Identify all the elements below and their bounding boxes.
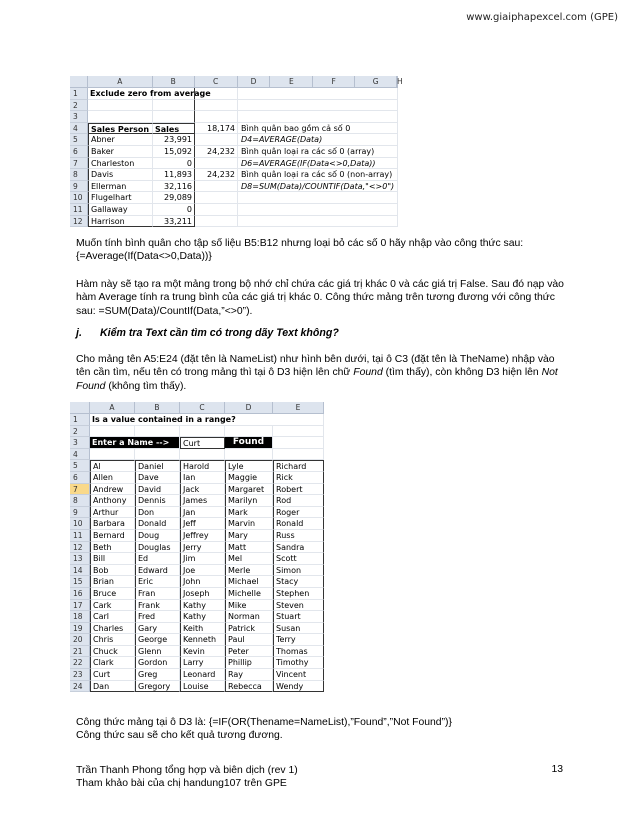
name-cell: Matt — [225, 542, 273, 554]
name-cell: Harold — [180, 460, 225, 472]
name-cell: Mel — [225, 553, 273, 565]
name-cell: Andrew — [90, 484, 135, 496]
footer-line: Trần Thanh Phong tổng hợp và biên dịch (rev 1) — [76, 765, 298, 776]
name-cell: Patrick — [225, 623, 273, 635]
col-header: B — [153, 76, 195, 87]
col-header: G — [355, 76, 397, 87]
cell — [90, 426, 135, 438]
row-header: 5 — [70, 460, 90, 472]
name-cell: Anthony — [90, 495, 135, 507]
name-cell: Ian — [180, 472, 225, 484]
name-cell: Russ — [273, 530, 324, 542]
row-header: 23 — [70, 669, 90, 681]
name-cell: Jeffrey — [180, 530, 225, 542]
cell-b — [153, 111, 195, 123]
name-cell: Larry — [180, 657, 225, 669]
name-cell: Gary — [135, 623, 180, 635]
row-header: 6 — [70, 146, 88, 158]
name-cell: Bill — [90, 553, 135, 565]
cell-d: 24,232 — [195, 169, 238, 181]
cell-d — [195, 88, 238, 100]
sheet-row — [70, 111, 398, 123]
namelist-row — [70, 623, 324, 635]
text-found: Found — [353, 367, 383, 379]
name-cell: Kenneth — [180, 634, 225, 646]
name-cell: Brian — [90, 576, 135, 588]
cell-e: Bình quân bao gồm cả số 0 — [238, 123, 398, 135]
namelist-row — [70, 681, 324, 693]
select-all-corner — [70, 76, 88, 87]
sheet-row — [70, 100, 398, 112]
namelist-row — [70, 553, 324, 565]
namelist-row — [70, 565, 324, 577]
name-cell: John — [180, 576, 225, 588]
name-cell: Glenn — [135, 646, 180, 658]
row-header: 8 — [70, 169, 88, 181]
namelist-row — [70, 530, 324, 542]
col-header: D — [238, 76, 271, 87]
name-cell: Jim — [180, 553, 225, 565]
sheet-row — [70, 181, 398, 193]
name-cell: Kathy — [180, 600, 225, 612]
name-cell: Terry — [273, 634, 324, 646]
cell-d — [195, 100, 238, 112]
cell-d — [195, 192, 238, 204]
name-cell: Frank — [135, 600, 180, 612]
row-header: 18 — [70, 611, 90, 623]
name-cell: Michael — [225, 576, 273, 588]
sheet-row — [70, 169, 398, 181]
sheet-row — [70, 158, 398, 170]
sheet-row — [70, 192, 398, 204]
excel-screenshot-average — [70, 76, 403, 227]
row-header: 7 — [70, 484, 90, 496]
section-title: Kiểm tra Text cần tìm có trong dãy Text không? — [100, 327, 339, 339]
row-header: 24 — [70, 681, 90, 693]
namelist-row — [70, 472, 324, 484]
name-cell: Leonard — [180, 669, 225, 681]
name-cell: Mary — [225, 530, 273, 542]
cell-a: Baker — [88, 146, 153, 158]
cell — [273, 426, 324, 438]
name-cell: Peter — [225, 646, 273, 658]
name-cell: Jeff — [180, 518, 225, 530]
name-cell: Kevin — [180, 646, 225, 658]
cell-e — [238, 88, 398, 100]
name-cell: David — [135, 484, 180, 496]
name-cell: Paul — [225, 634, 273, 646]
cell — [273, 437, 324, 449]
paragraph-average-explain: Hàm này sẽ tạo ra một mảng trong bộ nhớ chỉ chứa các giá trị khác 0 và các giá trị False. Sau đó nạp vào hàm Average tính ra trung bình của các giá trị khác 0. Công thức mảng trên tương đương với công thức sau: =SUM(Data)/CountIf(Data,”<>0”). — [76, 279, 564, 317]
row-header: 17 — [70, 600, 90, 612]
sheet-row — [70, 216, 398, 228]
cell-d — [195, 181, 238, 193]
namelist-row — [70, 611, 324, 623]
col-header: D — [225, 402, 273, 413]
row-header: 12 — [70, 542, 90, 554]
column-headers — [70, 402, 324, 414]
name-cell: Mike — [225, 600, 273, 612]
cell-e — [238, 216, 398, 228]
cell-d — [195, 158, 238, 170]
col-header: A — [88, 76, 153, 87]
name-cell: Jerry — [180, 542, 225, 554]
cell-e — [238, 100, 398, 112]
cell-a: Davis — [88, 169, 153, 181]
name-cell: Joseph — [180, 588, 225, 600]
row-header: 4 — [70, 123, 88, 135]
name-cell: Marvin — [225, 518, 273, 530]
cell-b: 0 — [153, 158, 195, 170]
section-label: j. — [76, 327, 82, 339]
name-cell: Maggie — [225, 472, 273, 484]
name-cell: James — [180, 495, 225, 507]
column-headers — [70, 76, 403, 88]
cell-e: D4=AVERAGE(Data) — [238, 134, 398, 146]
row-header: 10 — [70, 192, 88, 204]
cell-b: 33,211 — [153, 216, 195, 228]
cell-b — [153, 88, 195, 100]
page-number: 13 — [551, 764, 563, 775]
name-cell: Allen — [90, 472, 135, 484]
row-header: 9 — [70, 507, 90, 519]
name-cell: Jack — [180, 484, 225, 496]
name-cell: Joe — [180, 565, 225, 577]
col-header: E — [270, 76, 313, 87]
cell-d — [195, 134, 238, 146]
name-cell: Thomas — [273, 646, 324, 658]
namelist-row — [70, 518, 324, 530]
cell-d — [195, 111, 238, 123]
footer — [76, 764, 298, 791]
paragraph-namelist — [76, 353, 564, 393]
cell-b: 32,116 — [153, 181, 195, 193]
name-cell: Dan — [90, 681, 135, 693]
cell-b: Sales — [153, 123, 195, 135]
name-cell: Ray — [225, 669, 273, 681]
row-header: 7 — [70, 158, 88, 170]
sheet1-rows — [70, 88, 398, 227]
col-header: A — [90, 402, 135, 413]
cell — [273, 449, 324, 461]
cell-e — [238, 111, 398, 123]
row-header: 15 — [70, 576, 90, 588]
header-url: www.giaiphapexcel.com (GPE) — [466, 12, 618, 23]
select-all-corner — [70, 402, 90, 413]
cell-e: D8=SUM(Data)/COUNTIF(Data,"<>0") — [238, 181, 398, 193]
name-cell: Richard — [273, 460, 324, 472]
row-header: 9 — [70, 181, 88, 193]
name-cell: Marilyn — [225, 495, 273, 507]
cell-a: Exclude zero from average — [90, 89, 211, 98]
text-run: (tìm thấy), còn không D3 hiện lên — [382, 367, 542, 379]
row-header: 4 — [70, 449, 90, 461]
sheet-row — [70, 204, 398, 216]
sheet-row — [70, 123, 398, 135]
cell-d — [195, 216, 238, 228]
name-cell: Louise — [180, 681, 225, 693]
text-not-found: Not Found — [76, 367, 558, 392]
name-cell: Stuart — [273, 611, 324, 623]
sheet-row — [70, 134, 398, 146]
cell-a: Sales Person — [88, 123, 153, 135]
name-cell: Michelle — [225, 588, 273, 600]
name-cell: Stacy — [273, 576, 324, 588]
name-cell: Bernard — [90, 530, 135, 542]
namelist-rows — [70, 460, 324, 692]
col-header: E — [273, 402, 324, 413]
name-cell: Greg — [135, 669, 180, 681]
name-cell: Gregory — [135, 681, 180, 693]
cell — [135, 426, 180, 438]
name-cell: Donald — [135, 518, 180, 530]
cell — [90, 449, 135, 461]
sheet-row — [70, 146, 398, 158]
namelist-row — [70, 588, 324, 600]
cell-a — [88, 100, 153, 112]
name-cell: Sandra — [273, 542, 324, 554]
namelist-row — [70, 634, 324, 646]
name-cell: Rod — [273, 495, 324, 507]
section-heading — [76, 327, 339, 339]
cell-d: 24,232 — [195, 146, 238, 158]
name-cell: Vincent — [273, 669, 324, 681]
name-cell: Beth — [90, 542, 135, 554]
name-cell: George — [135, 634, 180, 646]
thename-cell: Curt — [180, 437, 225, 449]
paragraph-average-intro — [76, 237, 564, 264]
name-cell: Fran — [135, 588, 180, 600]
cell-e: D6=AVERAGE(IF(Data<>0,Data)) — [238, 158, 398, 170]
cell-e — [238, 204, 398, 216]
row-header: 11 — [70, 204, 88, 216]
name-cell: Kathy — [180, 611, 225, 623]
name-cell: Al — [90, 460, 135, 472]
row-header: 22 — [70, 657, 90, 669]
sheet-row — [70, 426, 324, 438]
sheet-title: Is a value contained in a range? — [90, 414, 324, 426]
namelist-row — [70, 507, 324, 519]
name-cell: Clark — [90, 657, 135, 669]
name-cell: Rebecca — [225, 681, 273, 693]
row-header: 13 — [70, 553, 90, 565]
cell — [180, 449, 225, 461]
cell-a — [88, 111, 153, 123]
name-cell: Arthur — [90, 507, 135, 519]
row-header: 1 — [70, 88, 88, 100]
row-header: 19 — [70, 623, 90, 635]
name-cell: Gordon — [135, 657, 180, 669]
name-cell: Robert — [273, 484, 324, 496]
name-cell: Bob — [90, 565, 135, 577]
name-cell: Lyle — [225, 460, 273, 472]
name-cell: Cark — [90, 600, 135, 612]
row-header: 2 — [70, 100, 88, 112]
row-header: 1 — [70, 414, 90, 426]
row-header: 16 — [70, 588, 90, 600]
namelist-row — [70, 542, 324, 554]
row-header: 11 — [70, 530, 90, 542]
row-header: 10 — [70, 518, 90, 530]
sheet-row — [70, 437, 324, 449]
name-cell: Douglas — [135, 542, 180, 554]
cell-b: 0 — [153, 204, 195, 216]
namelist-row — [70, 460, 324, 472]
name-cell: Dave — [135, 472, 180, 484]
name-cell: Charles — [90, 623, 135, 635]
namelist-row — [70, 657, 324, 669]
name-cell: Edward — [135, 565, 180, 577]
namelist-row — [70, 600, 324, 612]
name-cell: Chuck — [90, 646, 135, 658]
name-cell: Wendy — [273, 681, 324, 693]
row-header: 5 — [70, 134, 88, 146]
text-run: (không tìm thấy). — [105, 380, 187, 392]
cell-a: Ellerman — [88, 181, 153, 193]
row-header: 21 — [70, 646, 90, 658]
cell-e: Bình quân loại ra các số 0 (array) — [238, 146, 398, 158]
name-cell: Phillip — [225, 657, 273, 669]
cell-b: 23,991 — [153, 134, 195, 146]
name-cell: Barbara — [90, 518, 135, 530]
name-cell: Jan — [180, 507, 225, 519]
name-cell: Ed — [135, 553, 180, 565]
name-cell: Stephen — [273, 588, 324, 600]
name-cell: Simon — [273, 565, 324, 577]
footer-line: Tham khảo bài của chị handung107 trên GPE — [76, 778, 287, 790]
cell-a: Abner — [88, 134, 153, 146]
cell-b: 29,089 — [153, 192, 195, 204]
cell-b — [153, 100, 195, 112]
row-header: 3 — [70, 111, 88, 123]
name-cell: Scott — [273, 553, 324, 565]
col-header: C — [180, 402, 225, 413]
text-run: Cho mảng tên A5:E24 (đặt tên là NameList) như hình bên dưới, tại ô C3 (đặt tên là TheName) nhập vào tên cần tìm, nếu tên có trong mảng thì tại ô D3 hiện lên chữ — [76, 354, 555, 379]
paragraph-text: Muốn tính bình quân cho tập số liệu B5:B12 nhưng loại bỏ các số 0 hãy nhập vào công thức sau: — [76, 238, 524, 249]
paragraph-formula — [76, 716, 564, 743]
cell — [225, 426, 273, 438]
row-header: 8 — [70, 495, 90, 507]
name-cell: Keith — [180, 623, 225, 635]
name-cell: Ronald — [273, 518, 324, 530]
sheet-row — [70, 414, 324, 426]
cell-e: Bình quân loại ra các số 0 (non-array) — [238, 169, 398, 181]
row-header: 2 — [70, 426, 90, 438]
cell — [135, 449, 180, 461]
row-header: 20 — [70, 634, 90, 646]
sheet-row — [70, 449, 324, 461]
col-header: H — [397, 77, 403, 86]
sheet-row — [70, 88, 398, 100]
enter-name-label: Enter a Name --> — [90, 437, 180, 449]
cell — [180, 426, 225, 438]
namelist-row — [70, 669, 324, 681]
paragraph-text: Công thức sau sẽ cho kết quả tương đương. — [76, 730, 283, 742]
name-cell: Fred — [135, 611, 180, 623]
name-cell: Merle — [225, 565, 273, 577]
cell — [225, 449, 273, 461]
name-cell: Mark — [225, 507, 273, 519]
col-header: C — [195, 76, 238, 87]
name-cell: Norman — [225, 611, 273, 623]
name-cell: Don — [135, 507, 180, 519]
name-cell: Curt — [90, 669, 135, 681]
name-cell: Rick — [273, 472, 324, 484]
name-cell: Dennis — [135, 495, 180, 507]
excel-screenshot-namelist — [70, 402, 324, 692]
namelist-row — [70, 646, 324, 658]
namelist-row — [70, 484, 324, 496]
name-cell: Daniel — [135, 460, 180, 472]
row-header: 12 — [70, 216, 88, 228]
namelist-row — [70, 495, 324, 507]
row-header: 3 — [70, 437, 90, 449]
row-header: 6 — [70, 472, 90, 484]
name-cell: Timothy — [273, 657, 324, 669]
name-cell: Chris — [90, 634, 135, 646]
row-header: 14 — [70, 565, 90, 577]
cell-d — [195, 204, 238, 216]
name-cell: Eric — [135, 576, 180, 588]
name-cell: Carl — [90, 611, 135, 623]
name-cell: Susan — [273, 623, 324, 635]
col-header: B — [135, 402, 180, 413]
cell-a: Gallaway — [88, 204, 153, 216]
name-cell: Margaret — [225, 484, 273, 496]
cell-a: Charleston — [88, 158, 153, 170]
cell-b: 15,092 — [153, 146, 195, 158]
formula-text: {=Average(If(Data<>0,Data))} — [76, 251, 212, 263]
cell-b: 11,893 — [153, 169, 195, 181]
col-header: F — [313, 76, 355, 87]
paragraph-text: Công thức mảng tại ô D3 là: {=IF(OR(Thename=NameList),”Found”,”Not Found”)} — [76, 717, 452, 728]
name-cell: Doug — [135, 530, 180, 542]
cell-a: Flugelhart — [88, 192, 153, 204]
cell-e — [238, 192, 398, 204]
cell-d: 18,174 — [195, 123, 238, 135]
name-cell: Roger — [273, 507, 324, 519]
name-cell: Bruce — [90, 588, 135, 600]
result-cell: Found — [225, 437, 273, 449]
name-cell: Steven — [273, 600, 324, 612]
cell-a: Harrison — [88, 216, 153, 228]
namelist-row — [70, 576, 324, 588]
